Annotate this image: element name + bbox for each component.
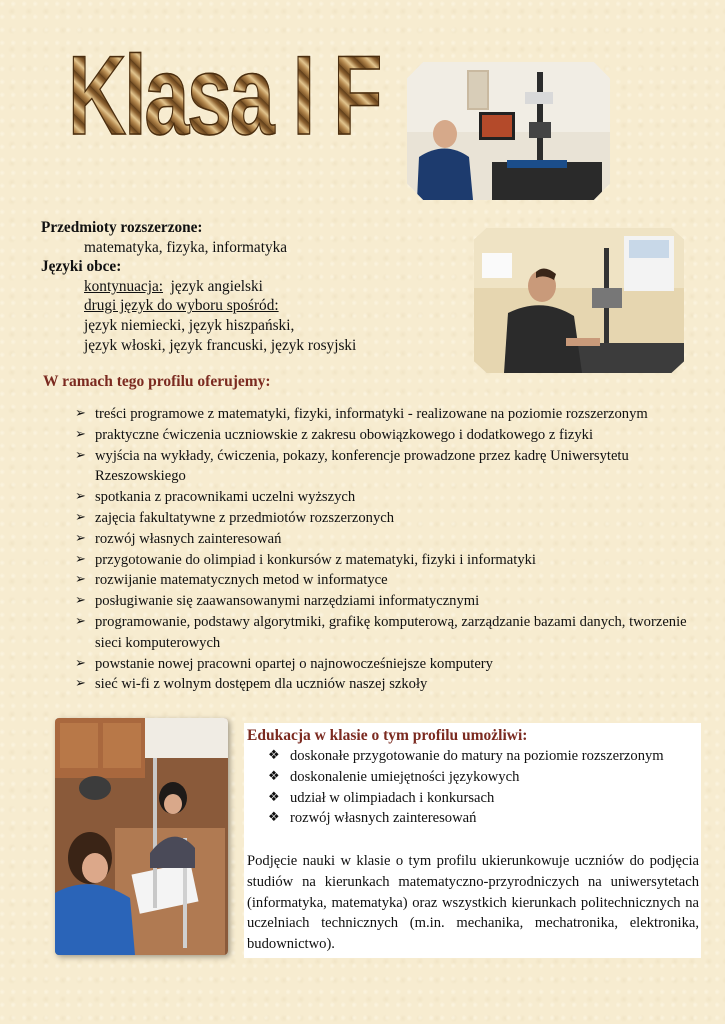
subjects-section: [41, 218, 461, 355]
lab-photo-student-microscope: [474, 228, 684, 373]
education-paragraph: Podjęcie nauki w klasie o tym profilu ukierunkowuje uczniów do podjęcia studiów na kierunkach matematyczno-przyrodniczych na uniwersytetach (informatyka, matematyka) oraz wszystkich kierunkach politechnicznych na uczelniach technicznych (m.in. mechanika, mechatronika, elektronika, budownictwo).: [247, 853, 699, 953]
languages-line-2: język włoski, język francuski, język rosyjski: [84, 336, 357, 354]
second-language-label: drugi język do wyboru spośród:: [84, 297, 279, 315]
languages-heading: Języki obce:: [41, 258, 122, 276]
offer-item: ➢ treści programowe z matematyki, fizyki, informatyki - realizowane na poziomie rozszerzonym: [75, 404, 715, 425]
offer-item: ➢ wyjścia na wykłady, ćwiczenia, pokazy, konferencje prowadzone przez kadrę Uniwersytetu Rzeszowskiego: [75, 446, 715, 488]
offer-item: ➢ rozwój własnych zainteresowań: [75, 529, 715, 550]
extended-subjects-heading: Przedmioty rozszerzone:: [41, 219, 203, 236]
continuation-line: [41, 277, 461, 297]
lab-photo-students-experiment: [55, 718, 228, 955]
offer-item: ➢ praktyczne ćwiczenia uczniowskie z zakresu obowiązkowego i dodatkowego z fizyki: [75, 425, 715, 446]
offer-item: ➢ zajęcia fakultatywne z przedmiotów rozszerzonych: [75, 508, 715, 529]
continuation-value: język angielski: [170, 277, 263, 295]
education-item: ❖ rozwój własnych zainteresowań: [268, 808, 664, 829]
education-heading: Edukacja w klasie o tym profilu umożliwi:: [247, 727, 528, 744]
offer-item: ➢ przygotowanie do olimpiad i konkursów z matematyki, fizyki i informatyki: [75, 550, 715, 571]
education-list: [268, 746, 664, 829]
offer-item: ➢ powstanie nowej pracowni opartej o najnowocześniejsze komputery: [75, 654, 715, 675]
offer-item: ➢ programowanie, podstawy algorytmiki, grafikę komputerową, zarządzanie bazami danych, tworzenie sieci komputerowych: [75, 612, 715, 654]
education-item: ❖ doskonałe przygotowanie do matury na poziomie rozszerzonym: [268, 746, 664, 767]
offer-item: ➢ spotkania z pracownikami uczelni wyższych: [75, 487, 715, 508]
offer-item: ➢ posługiwanie się zaawansowanymi narzędziami informatycznymi: [75, 591, 715, 612]
page-title: Klasa I F: [68, 33, 381, 158]
education-item: ❖ doskonalenie umiejętności językowych: [268, 767, 664, 788]
offer-item: ➢ rozwijanie matematycznych metod w informatyce: [75, 570, 715, 591]
offer-heading: W ramach tego profilu oferujemy:: [43, 373, 271, 390]
extended-subjects-list: matematyka, fizyka, informatyka: [84, 238, 288, 256]
offer-list: [75, 404, 715, 695]
offer-item: ➢ sieć wi-fi z wolnym dostępem dla uczniów naszej szkoły: [75, 674, 715, 695]
education-item: ❖ udział w olimpiadach i konkursach: [268, 788, 664, 809]
lab-photo-microscope-computer: [407, 62, 610, 200]
languages-line-1: język niemiecki, język hiszpański,: [84, 316, 295, 334]
continuation-label: kontynuacja:: [84, 277, 164, 295]
